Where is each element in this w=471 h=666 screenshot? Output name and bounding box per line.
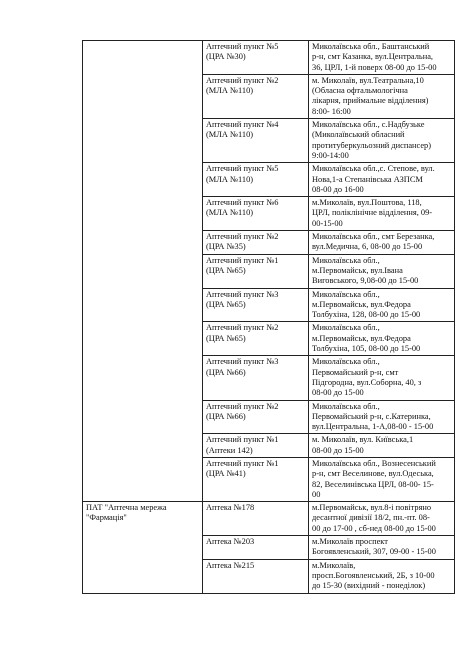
pharmacy-address-cell [309, 559, 455, 593]
pharmacy-address-cell [309, 197, 455, 231]
pharmacy-address-cell [309, 434, 455, 458]
pharmacy-address-cell-line: 08-00 до 16-00 [312, 184, 364, 194]
pharmacy-name-cell-line: Аптечний пункт №2 [206, 232, 279, 242]
pharmacy-name-cell-line: Аптечний пункт №2 [206, 323, 279, 333]
pharmacy-address-cell-line: м. Миколаїв, вул.Театральна,10 [312, 75, 424, 85]
pharmacy-address-cell [309, 254, 455, 288]
pharmacy-name-cell-line: (ЦРА №30) [206, 52, 246, 62]
pharmacy-name-cell-line: (МЛА №110) [206, 130, 254, 140]
organization-cell-line: ПАТ "Аптечна мережа [86, 503, 167, 513]
pharmacy-address-cell [309, 356, 455, 400]
pharmacy-address-cell-line: м.Первомайськ, вул.Федора [312, 299, 411, 309]
pharmacy-address-cell-line: вул.Центральна, 1-А,08-00 - 15-00 [312, 422, 434, 432]
pharmacy-address-cell-line: Миколаївська обл., [312, 357, 380, 367]
pharmacy-address-cell-line: лікарня, приймальне відділення) [312, 96, 429, 106]
pharmacy-address-cell-line: (Обласна офтальмологічна [312, 86, 408, 96]
pharmacy-name-cell-line: (ЦРА №66) [206, 367, 246, 377]
pharmacy-name-cell-line: Аптека №215 [206, 560, 255, 570]
pharmacy-name-cell-line: Аптечний пункт №1 [206, 435, 279, 445]
pharmacy-address-cell-line: десантної дивізії 18/2, пн.-пт. 08- [312, 513, 430, 523]
pharmacy-address-cell-line: р-н, смт Казанка, вул.Центральна, [312, 52, 434, 62]
organization-cell [83, 502, 203, 593]
pharmacy-name-cell [203, 254, 309, 288]
pharmacy-name-cell [203, 434, 309, 458]
pharmacy-name-cell [203, 400, 309, 434]
pharmacy-name-cell [203, 163, 309, 197]
pharmacy-name-cell-line: Аптечний пункт №4 [206, 120, 279, 130]
pharmacy-address-cell-line: 36, ЦРЛ, 1-й поверх 08-00 до 15-00 [312, 62, 437, 72]
pharmacy-name-cell-line: Аптечний пункт №5 [206, 164, 279, 174]
pharmacy-name-cell [203, 231, 309, 255]
pharmacy-name-cell-line: Аптечний пункт №5 [206, 42, 279, 51]
pharmacy-address-cell-line: просп.Богоявленський, 2Б, з 10-00 [312, 570, 435, 580]
pharmacy-address-cell [309, 322, 455, 356]
pharmacy-address-cell [309, 119, 455, 163]
pharmacy-table-body [83, 41, 455, 594]
pharmacy-name-cell-line: (Аптеки 142) [206, 445, 253, 455]
pharmacy-name-cell-line: Аптечний пункт №3 [206, 289, 279, 299]
pharmacy-name-cell [203, 322, 309, 356]
pharmacy-name-cell-line: Аптечний пункт №2 [206, 401, 279, 411]
pharmacy-name-cell-line: Аптечний пункт №1 [206, 255, 279, 265]
pharmacy-address-cell-line: м.Первомайськ, вул.Івана [312, 265, 403, 275]
pharmacy-address-cell-line: м.Миколаїв проспект [312, 537, 388, 547]
pharmacy-address-cell-line: вул.Медична, 6, 08-00 до 15-00 [312, 242, 423, 252]
pharmacy-address-cell-line: Миколаївська обл., [312, 289, 380, 299]
pharmacy-address-cell-line: м.Миколаїв, [312, 560, 356, 570]
pharmacy-address-cell [309, 41, 455, 75]
pharmacy-address-cell-line: 08-00 до 15-00 [312, 388, 364, 398]
pharmacy-address-cell-line: Миколаївська обл., [312, 323, 380, 333]
table-row [83, 502, 455, 536]
pharmacy-address-cell-line: р-н, смт Веселинове, вул.Одеська, [312, 469, 434, 479]
pharmacy-address-cell [309, 163, 455, 197]
pharmacy-address-cell-line: м.Первомайськ, вул.8-і повітряно [312, 503, 432, 513]
pharmacy-name-cell-line: Аптека №203 [206, 537, 255, 547]
pharmacy-address-cell-line: Первомайський р-н, смт [312, 367, 399, 377]
pharmacy-name-cell-line: (МЛА №110) [206, 174, 254, 184]
pharmacy-address-cell [309, 400, 455, 434]
pharmacy-name-cell-line: (ЦРА №66) [206, 411, 246, 421]
pharmacy-address-cell-line: ЦРЛ, поліклінічне відділення, 09- [312, 208, 433, 218]
pharmacy-address-cell-line: Толбухіна, 128, 08-00 до 15-00 [312, 310, 421, 320]
pharmacy-address-cell [309, 288, 455, 322]
pharmacy-name-cell [203, 74, 309, 118]
pharmacy-name-cell-line: (ЦРА №65) [206, 333, 246, 343]
pharmacy-name-cell-line: (ЦРА №35) [206, 242, 246, 252]
pharmacy-address-cell-line: 08-00 до 15-00 [312, 445, 364, 455]
pharmacy-table [82, 40, 455, 594]
pharmacy-address-cell-line: м.Миколаїв, вул.Поштова, 118, [312, 198, 422, 208]
pharmacy-name-cell-line: Аптечний пункт №6 [206, 198, 279, 208]
pharmacy-address-cell-line: Миколаївська обл., [312, 255, 380, 265]
pharmacy-address-cell-line: Миколаївська обл.,с. Степове, вул. [312, 164, 435, 174]
pharmacy-address-cell-line: Миколаївська обл., смт Березанка, [312, 232, 435, 242]
pharmacy-name-cell [203, 356, 309, 400]
pharmacy-address-cell [309, 231, 455, 255]
pharmacy-name-cell [203, 502, 309, 536]
pharmacy-name-cell [203, 119, 309, 163]
pharmacy-name-cell [203, 559, 309, 593]
pharmacy-address-cell-line: Миколаївська обл., Вознесенський [312, 458, 436, 468]
pharmacy-name-cell-line: Аптечний пункт №1 [206, 458, 279, 468]
pharmacy-name-cell-line: Аптека №178 [206, 503, 255, 513]
pharmacy-address-cell [309, 74, 455, 118]
pharmacy-name-cell-line: (ЦРА №65) [206, 299, 246, 309]
pharmacy-address-cell-line: 00-15-00 [312, 218, 343, 228]
pharmacy-address-cell-line: 8:00- 16:00 [312, 106, 351, 116]
pharmacy-address-cell-line: Миколаївська обл., Баштанський [312, 42, 430, 51]
pharmacy-name-cell [203, 41, 309, 75]
pharmacy-name-cell [203, 288, 309, 322]
pharmacy-address-cell [309, 536, 455, 560]
pharmacy-name-cell-line: Аптечний пункт №3 [206, 357, 279, 367]
organization-cell-line: "Фармація" [86, 513, 127, 523]
pharmacy-address-cell-line: 00 [312, 489, 321, 499]
pharmacy-name-cell-line: (ЦРА №65) [206, 265, 246, 275]
pharmacy-address-cell-line: м.Первомайськ, вул.Федора [312, 333, 411, 343]
pharmacy-address-cell-line: Толбухіна, 105, 08-00 до 15-00 [312, 344, 421, 354]
pharmacy-address-cell-line: 00 до 17-00 , сб-нед 08-00 до 15-00 [312, 523, 436, 533]
pharmacy-address-cell-line: Миколаївська обл., [312, 401, 380, 411]
pharmacy-address-cell-line: 82, Веселинівська ЦРЛ, 08-00- 15- [312, 479, 434, 489]
organization-cell-empty [83, 41, 203, 502]
pharmacy-address-cell-line: Первомайський р-н, с.Катеринка, [312, 411, 431, 421]
pharmacy-address-cell-line: Нова,1-а Степанівська АЗПСМ [312, 174, 423, 184]
pharmacy-address-cell-line: Підгородна, вул.Соборна, 40, з [312, 377, 422, 387]
pharmacy-name-cell [203, 536, 309, 560]
pharmacy-address-cell-line: протитуберкульозний диспансер) [312, 140, 432, 150]
pharmacy-address-cell-line: Богоявленський, 307, 09-00 - 15-00 [312, 547, 436, 557]
pharmacy-address-cell-line: 9:00-14:00 [312, 150, 349, 160]
pharmacy-address-cell-line: (Миколаївський обласний [312, 130, 405, 140]
pharmacy-name-cell-line: (МЛА №110) [206, 86, 254, 96]
pharmacy-name-cell [203, 457, 309, 501]
table-row [83, 41, 455, 75]
pharmacy-address-cell [309, 457, 455, 501]
pharmacy-address-cell-line: до 15-30 (вихідний - понеділок) [312, 581, 426, 591]
pharmacy-name-cell [203, 197, 309, 231]
pharmacy-address-cell-line: м. Миколаїв, вул. Київська,1 [312, 435, 414, 445]
pharmacy-address-cell-line: Миколаївська обл., с.Надбузьке [312, 120, 425, 130]
pharmacy-address-cell-line: Виговського, 9,08-00 до 15-00 [312, 276, 419, 286]
pharmacy-address-cell [309, 502, 455, 536]
pharmacy-name-cell-line: (МЛА №110) [206, 208, 254, 218]
pharmacy-name-cell-line: (ЦРА №41) [206, 469, 246, 479]
pharmacy-name-cell-line: Аптечний пункт №2 [206, 75, 279, 85]
